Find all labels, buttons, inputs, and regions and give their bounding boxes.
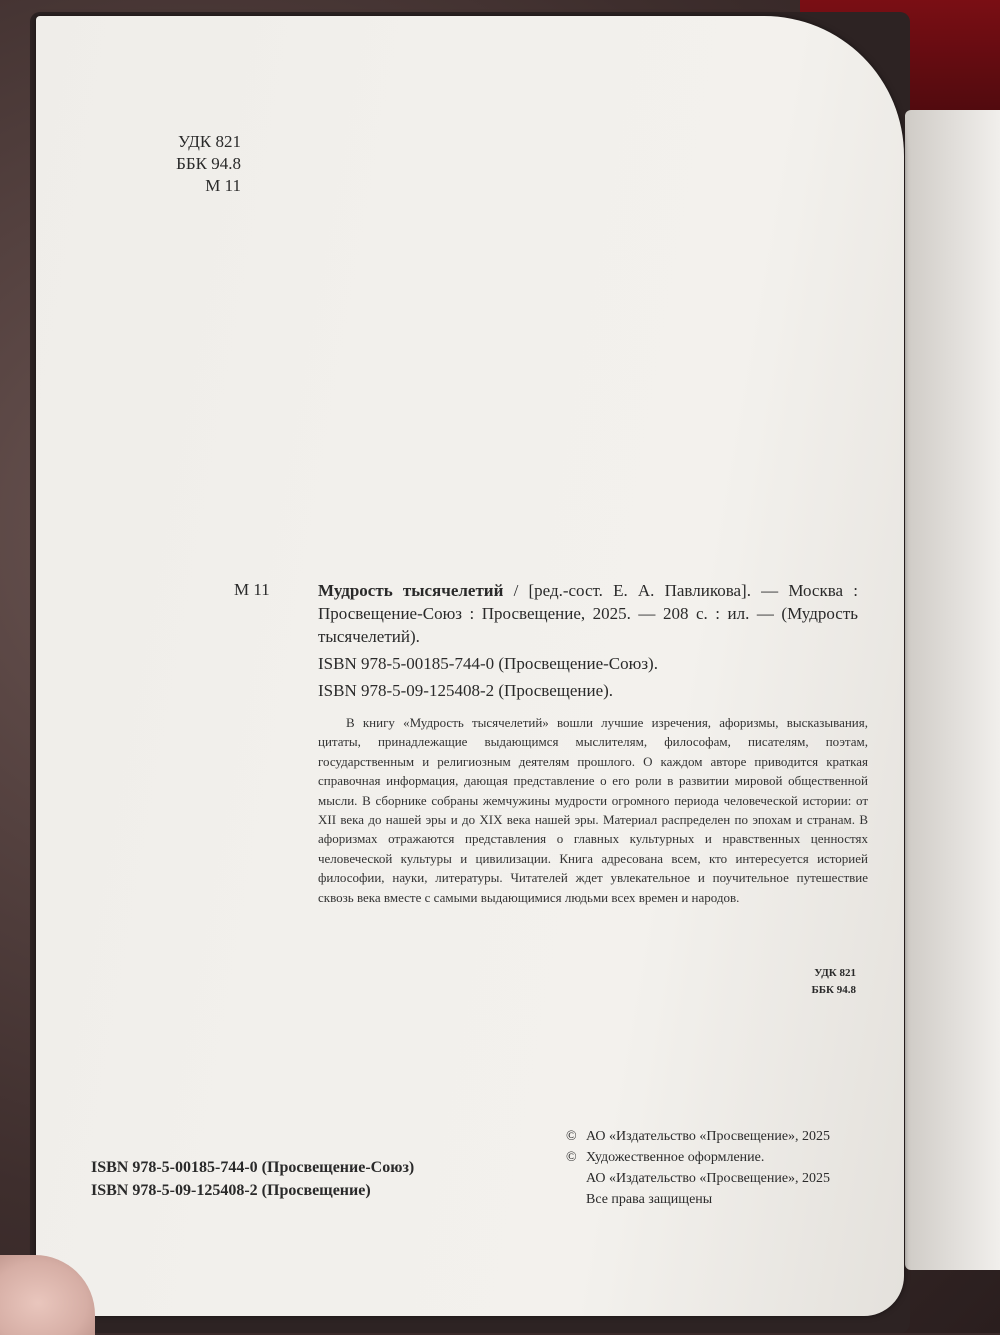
- copyright-line-2: © Художественное оформление.: [566, 1147, 886, 1168]
- udk-code: УДК 821: [177, 132, 241, 151]
- rights-reserved: Все права защищены: [586, 1192, 713, 1207]
- copyright-icon: ©: [566, 1129, 577, 1144]
- book-abstract: В книгу «Мудрость тысячелетий» вошли лучшие изречения, афоризмы, высказывания, цитаты, принадлежащие выдающимся мыслителям, философам, писателям, поэтам, государственным и религиозным деятелям прошлого. О каждом авторе приводится краткая справочная информация, дающая представление о его роли в развитии мировой общественной мысли. В сборнике собраны жемчужины мудрости огромного периода человеческой истории: от XII века до нашей эры и до XIX века нашей эры. Материал распределен по эпохам и странам. В афоризмах отражаются представления о главных культурных и нравственных ценностях человеческой культуры и цивилизации. Книга адресована всем, кто интересуется историей философии, науки, литературы. Читателей ждет увлекательное и поучительное путешествие сквозь века вместе с самыми выдающимися людьми всех времен и народов.: [318, 715, 868, 905]
- copyright-line-1: © АО «Издательство «Просвещение», 2025: [566, 1126, 886, 1147]
- isbn-block: [91, 1156, 414, 1202]
- isbn-line-1: ISBN 978-5-00185-744-0 (Просвещение-Союз): [91, 1159, 415, 1176]
- entry-author-mark: М 11: [234, 580, 270, 599]
- copyright-icon: ©: [566, 1150, 577, 1165]
- entry-isbn-1: ISBN 978-5-00185-744-0 (Просвещение-Союз).: [318, 654, 658, 673]
- classification-block-top: [126, 131, 241, 197]
- book-title: Мудрость тысячелетий: [318, 581, 504, 600]
- bibliographic-entry: [318, 579, 858, 702]
- entry-isbn-2: ISBN 978-5-09-125408-2 (Просвещение).: [318, 681, 614, 700]
- author-mark: М 11: [205, 176, 241, 195]
- entry-description: [318, 579, 858, 648]
- copyright-block: [566, 1126, 886, 1210]
- bbk-code-bottom: ББК 94.8: [811, 984, 856, 996]
- entry-details: / [ред.-сост. Е. А. Павликова]. — Москва : Просвещение-Союз : Просвещение, 2025. — 208 с. : ил. — (Мудрость тысячелетий).: [318, 581, 858, 646]
- udk-code-bottom: УДК 821: [814, 967, 856, 979]
- classification-block-bottom: [766, 965, 856, 999]
- bbk-code: ББК 94.8: [176, 154, 241, 173]
- isbn-line-2: ISBN 978-5-09-125408-2 (Просвещение): [91, 1182, 371, 1199]
- book-page: [36, 16, 904, 1316]
- adjacent-page: [905, 110, 1000, 1270]
- copyright-line-3: АО «Издательство «Просвещение», 2025: [586, 1171, 831, 1186]
